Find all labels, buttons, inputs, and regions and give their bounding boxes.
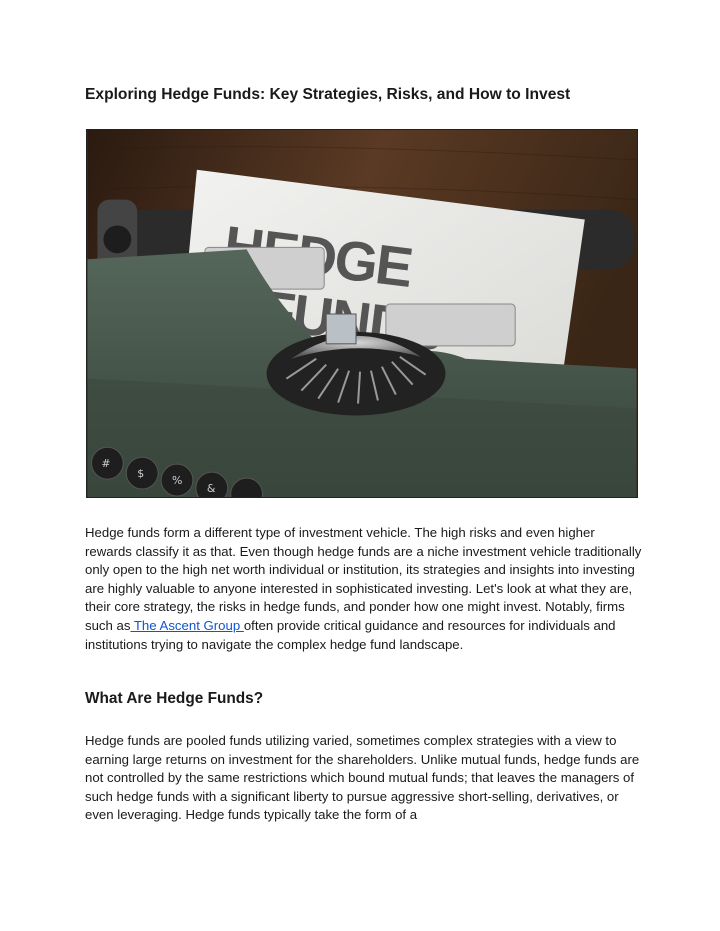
typewriter-illustration xyxy=(87,130,637,497)
intro-paragraph xyxy=(85,524,645,654)
document-title: Exploring Hedge Funds: Key Strategies, Risks, and How to Invest xyxy=(85,86,571,103)
svg-text:#: # xyxy=(101,457,111,471)
svg-text:%: % xyxy=(172,474,183,488)
section-body-paragraph: Hedge funds are pooled funds utilizing varied, sometimes complex strategies with a view to earning large returns on investment for the shareholders. Unlike mutual funds, hedge funds are not controlled by the same restrictions which bound mutual funds; that leaves the managers of such hedge funds with a significant liberty to pursue aggressive short-selling, derivatives, or even leveraging. Hedge funds typically take the form of a xyxy=(85,733,640,823)
svg-text:&: & xyxy=(206,482,216,496)
section-heading-what-are-hedge-funds: What Are Hedge Funds? xyxy=(85,690,264,707)
intro-text-after-link: often provide critical guidance and resources for individuals and institutions trying to navigate the complex hedge fund landscape. xyxy=(85,617,616,652)
hedge-funds-typewriter-image xyxy=(86,129,638,498)
ribbon-guide xyxy=(326,314,356,344)
ascent-group-link[interactable]: The Ascent Group xyxy=(130,617,244,633)
svg-text:$: $ xyxy=(137,467,145,481)
intro-text-before-link: Hedge funds form a different type of investment vehicle. The high risks and even higher rewards classify it as that. Even though hedge funds are a niche investment vehicle traditionally only open to the high net worth individual or institution, its strategies and insights into investing are highly valuable to anyone interested in sophisticated investing. Let's look at what they are, their core strategy, the risks in hedge funds, and ponder how one might invest. Notably, firms such as xyxy=(85,525,642,633)
